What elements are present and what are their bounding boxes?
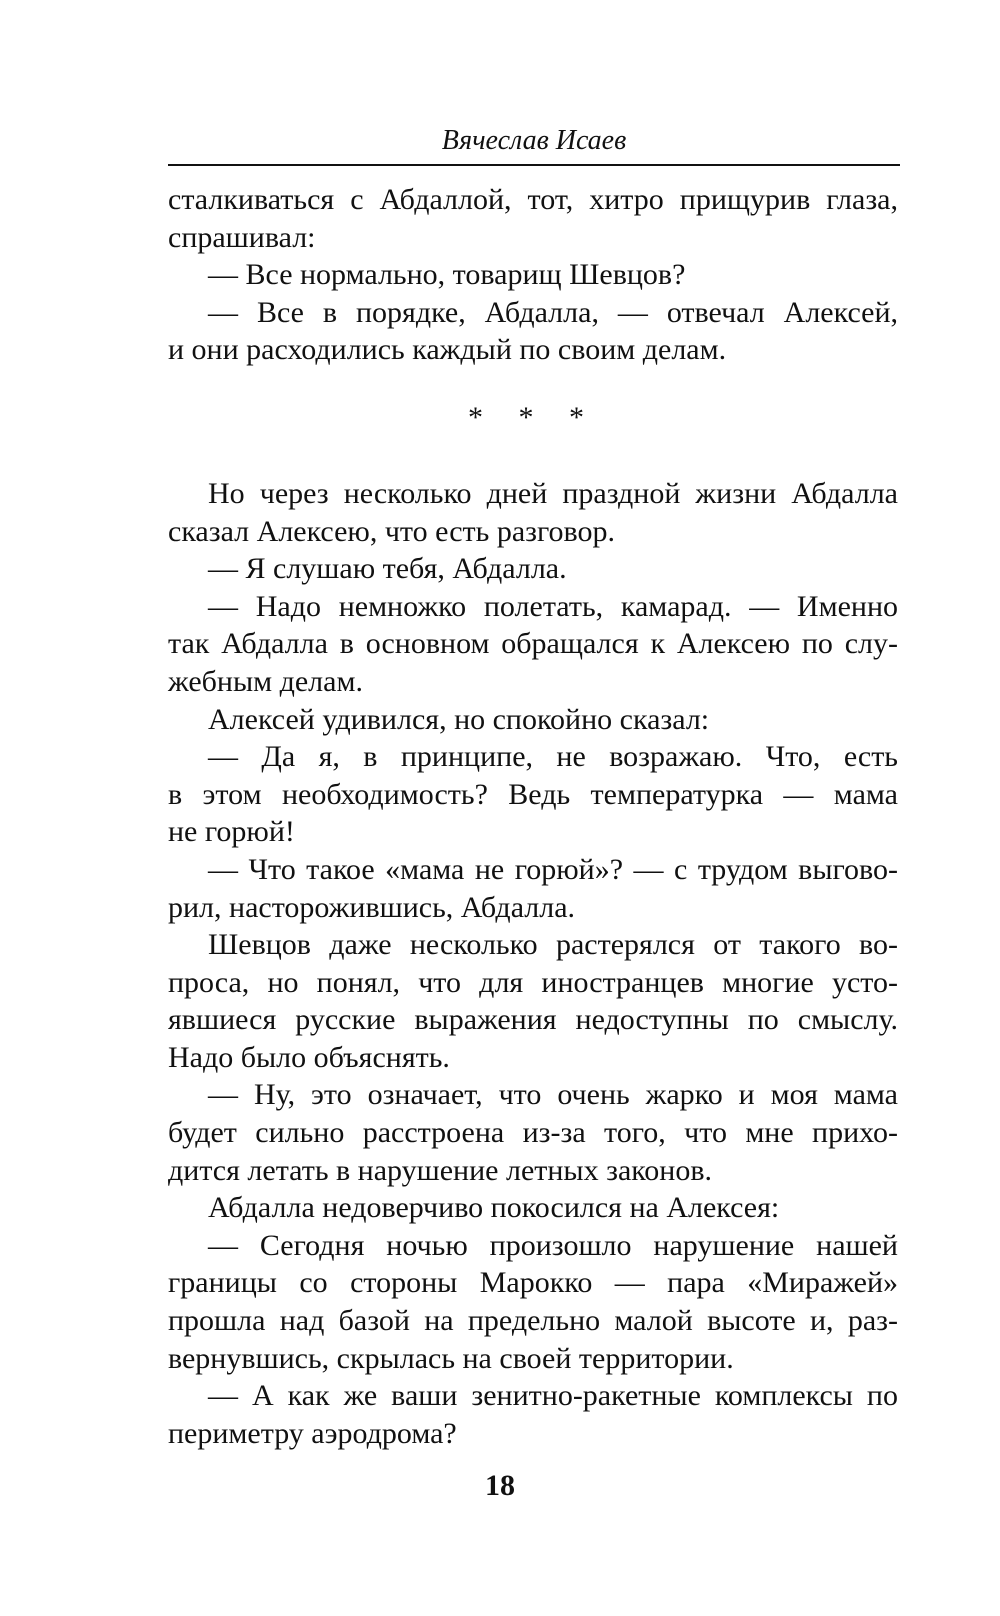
text-line: спрашивал: [168,220,316,254]
text-line: в этом необходимость? Ведь температурка — мама [168,777,898,811]
text-line: — Да я, в принципе, не возражаю. Что, есть [208,740,898,774]
text-line: явшиеся русские выражения недоступны по смыслу. [168,1003,898,1037]
text-line: Надо было объяснять. [168,1040,450,1074]
text-line: границы со стороны Марокко — пара «Миражей» [168,1266,898,1300]
text-line: — Сегодня ночью произошло нарушение нашей [208,1228,898,1262]
section-break-asterisks: * * * [468,400,598,434]
text-line: — Надо немножко полетать, камарад. — Именно [208,589,898,623]
text-line: не горюй! [168,815,295,849]
text-line: прошла над базой на предельно малой высоте и, раз- [168,1304,898,1338]
text-line: Абдалла недоверчиво покосился на Алексея: [208,1191,780,1225]
text-line: будет сильно расстроена из-за того, что мне прихо- [168,1116,898,1150]
text-line: — Все нормально, товарищ Шевцов? [208,258,686,292]
text-line: сказал Алексею, что есть разговор. [168,514,615,548]
text-line: вернувшись, скрылась на своей территории. [168,1341,734,1375]
text-line: — Я слушаю тебя, Абдалла. [208,552,567,586]
page-number: 18 [485,1469,515,1502]
header-rule [168,164,900,166]
text-line: рил, насторожившись, Абдалла. [168,890,576,924]
text-line: — Что такое «мама не горюй»? — с трудом выгово- [208,852,898,886]
text-line: Алексей удивился, но спокойно сказал: [208,702,710,736]
text-line: — Ну, это означает, что очень жарко и моя мама [208,1078,898,1112]
text-line: Шевцов даже несколько растерялся от такого во- [208,928,898,962]
text-line: проса, но понял, что для иностранцев многие усто- [168,965,898,999]
text-line: Но через несколько дней праздной жизни Абдалла [208,476,898,510]
section-break [168,369,898,475]
text-line: дится летать в нарушение летных законов. [168,1153,713,1187]
text-line: — Все в порядке, Абдалла, — отвечал Алексей, [208,295,898,329]
text-line: так Абдалла в основном обращался к Алексею по слу- [168,627,898,661]
text-line: и они расходились каждый по своим делам. [168,333,727,367]
running-header-author: Вячеслав Исаев [441,125,627,156]
text-line: периметру аэродрома? [168,1416,457,1450]
text-line: сталкиваться с Абдаллой, тот, хитро прищурив глаза, [168,183,898,216]
text-line: жебным делам. [168,664,363,698]
text-line: — А как же ваши зенитно-ракетные комплексы по [208,1379,898,1413]
body-text [168,181,898,1452]
